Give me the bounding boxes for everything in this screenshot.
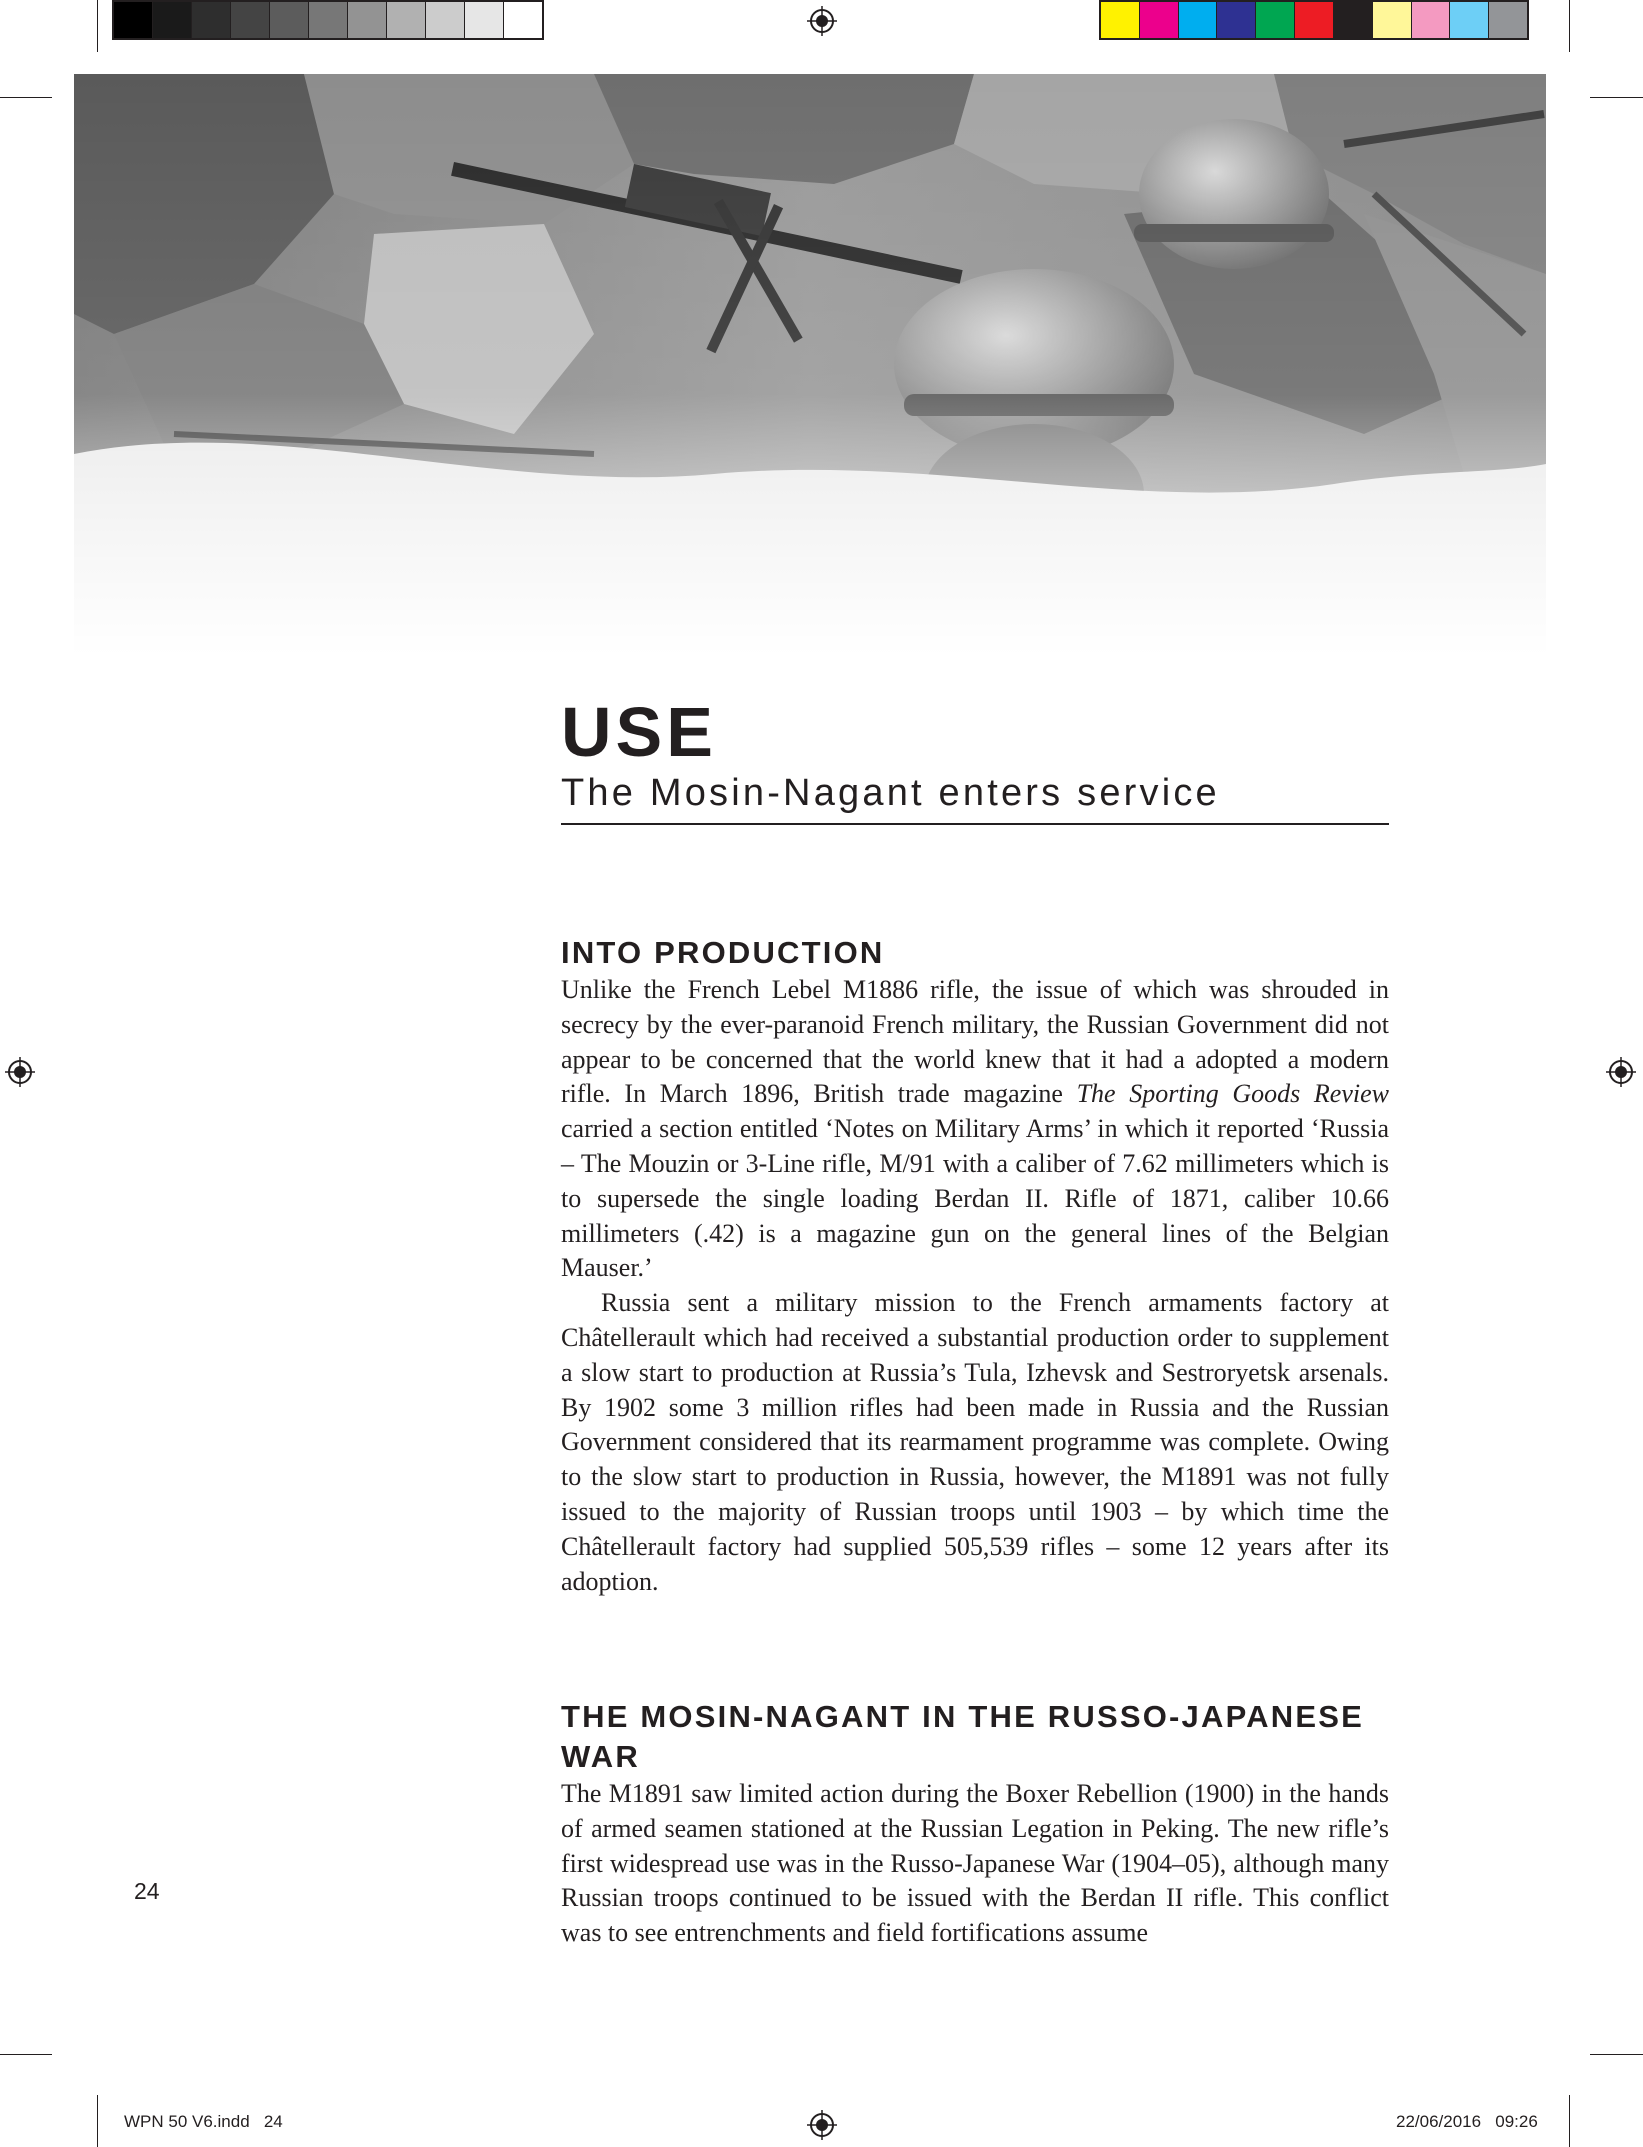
crop-mark	[0, 97, 52, 98]
body-paragraph: Russia sent a military mission to the French armaments factory at Châtellerault which had received a substantial production order to supplement a slow start to production at Russia’s Tula, Izhevsk and Sestroryetsk arsenals. By 1902 some 3 million rifles had been made in Russia and the Russian Government considered that its rearmament programme was complete. Owing to the slow start to production in Russia, however, the M1891 was not fully issued to the majority of Russian troops until 1903 – by which time the Châtellerault factory had supplied 505,539 rifles – some 12 years after its adoption.	[561, 1288, 1389, 1596]
registration-mark-icon	[5, 1057, 35, 1087]
color-swatch	[1412, 2, 1451, 38]
color-swatch	[1217, 2, 1256, 38]
chapter-title: USE	[561, 693, 717, 771]
color-swatch	[153, 2, 192, 38]
crop-mark	[0, 2054, 52, 2055]
color-swatch	[504, 2, 542, 38]
color-swatch	[348, 2, 387, 38]
slug-timestamp: 22/06/2016 09:26	[1396, 2112, 1538, 2131]
color-swatch	[387, 2, 426, 38]
registration-mark-icon	[807, 2110, 837, 2140]
color-swatch	[1450, 2, 1489, 38]
color-swatch	[231, 2, 270, 38]
crop-mark	[1590, 2054, 1643, 2055]
slug-filename: WPN 50 V6.indd 24	[124, 2112, 283, 2131]
color-swatch	[114, 2, 153, 38]
body-text: carried a section entitled ‘Notes on Military Arms’ in which it reported ‘Russia – The Mouzin or 3-Line rifle, M/91 with a caliber of 7.62 millimeters which is to supersede the single loading Berdan II. Rifle of 1871, caliber 10.66 millimeters (.42) is a magazine gun on the general lines of the Belgian Mauser.’	[561, 1114, 1389, 1283]
color-swatch	[1489, 2, 1527, 38]
section-russo-japanese-war	[561, 1697, 1389, 1951]
body-paragraph: The M1891 saw limited action during the Boxer Rebellion (1900) in the hands of armed seamen stationed at the Russian Legation in Peking. The new rifle’s first widespread use was in the Russo-Japanese War (1904–05), although many Russian troops continued to be issued with the Berdan II rifle. This conflict was to see entrenchments and field fortifications assume	[561, 1779, 1389, 1948]
process-color-bar	[1099, 0, 1529, 40]
page-number: 24	[134, 1878, 160, 1904]
magazine-title: The Sporting Goods Review	[1076, 1079, 1389, 1109]
chapter-subtitle: The Mosin-Nagant enters service	[561, 772, 1220, 814]
color-swatch	[1101, 2, 1140, 38]
crop-mark	[1590, 97, 1643, 98]
soldiers-machine-gun-photo	[74, 74, 1546, 656]
crop-mark	[1569, 0, 1570, 52]
color-swatch	[309, 2, 348, 38]
crop-mark	[97, 2095, 98, 2147]
color-swatch	[1256, 2, 1295, 38]
registration-mark-icon	[807, 6, 837, 36]
color-swatch	[465, 2, 504, 38]
section-into-production	[561, 933, 1389, 1599]
grayscale-color-bar	[112, 0, 544, 40]
registration-mark-icon	[1606, 1057, 1636, 1087]
color-swatch	[1179, 2, 1218, 38]
crop-mark	[97, 0, 98, 52]
hero-photo	[74, 74, 1546, 656]
crop-mark	[1569, 2095, 1570, 2147]
color-swatch	[1140, 2, 1179, 38]
section-heading: INTO PRODUCTION	[561, 935, 885, 970]
body-paragraph	[561, 973, 1389, 1286]
color-swatch	[192, 2, 231, 38]
color-swatch	[1373, 2, 1412, 38]
color-swatch	[1334, 2, 1373, 38]
title-divider	[561, 823, 1389, 825]
color-swatch	[270, 2, 309, 38]
section-heading: THE MOSIN-NAGANT IN THE RUSSO-JAPANESE WAR	[561, 1699, 1364, 1774]
body-text: Unlike the French Lebel M1886 rifle, the issue of which was shrouded in secrecy by the ever-paranoid French military, the Russian Government did not appear to be concerned that the world knew that it had a adopted a modern rifle. In March 1896, British trade magazine	[561, 975, 1389, 1109]
color-swatch	[1295, 2, 1334, 38]
color-swatch	[426, 2, 465, 38]
